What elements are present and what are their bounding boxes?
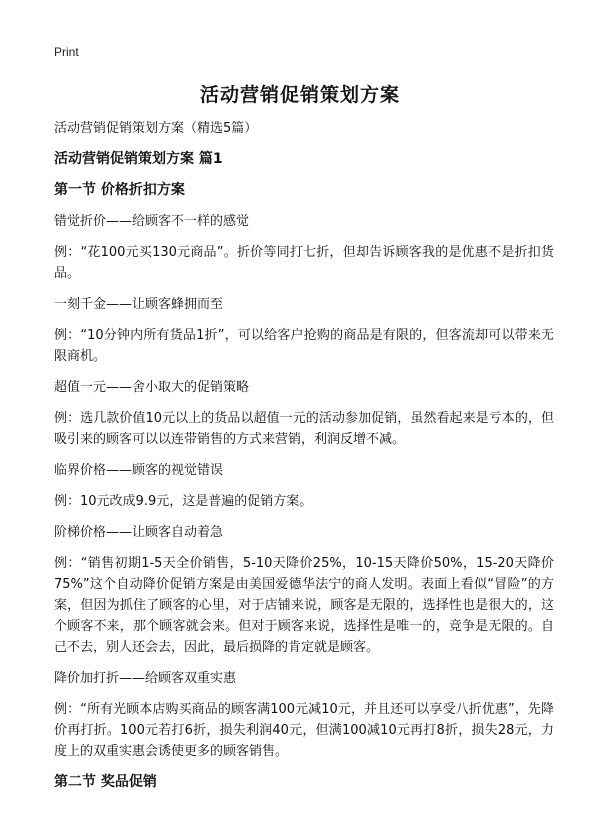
item6-title: 降价加打折——给顾客双重实惠 — [54, 671, 237, 686]
item5-example: 例：“销售初期1-5天全价销售，5-10天降价25%，10-15天降价50%，15-20天降价75%”这个自动降价促销方案是由美国爱德华法宁的商人发明。表面上看似“冒险”的方案，但因为抓住了顾客的心里，对于店铺来说，顾客是无限的，选择性也是很大的，这个顾客不来，那个顾客就会来。但对于顾客来说，选择性是唯一的，竞争是无限的。自己不去，别人还会去，因此，最后损降的肯定就是顾客。 — [54, 556, 554, 655]
item4-title: 临界价格——顾客的视觉错误 — [54, 463, 224, 478]
item3-title: 超值一元——舍小取大的促销策略 — [54, 380, 250, 395]
section-heading: 活动营销促销策划方案 篇1 — [54, 151, 223, 167]
item6-example: 例：“所有光顾本店购买商品的顾客满100元减10元，并且还可以享受八折优惠”，先降价再打折。100元若打6折，损失利润40元，但满100减10元再打8折，损失28元，力度上的双重实惠会诱使更多的顾客销售。 — [54, 702, 554, 759]
part1-heading: 第一节 价格折扣方案 — [54, 182, 185, 198]
item4-example: 例：10元改成9.9元，这是普遍的促销方案。 — [54, 494, 313, 509]
item5-title: 阶梯价格——让顾客自动着急 — [54, 525, 224, 540]
page-title: 活动营销促销策划方案 — [199, 84, 400, 106]
part2-heading: 第二节 奖品促销 — [54, 774, 157, 790]
intro-line: 活动营销促销策划方案（精选5篇） — [54, 121, 258, 136]
item3-example: 例：选几款价值10元以上的货品以超值一元的活动参加促销，虽然看起来是亏本的，但吸引来的顾客可以以连带销售的方式来营销，利润反增不减。 — [54, 411, 554, 447]
print-label[interactable]: Print — [54, 45, 79, 59]
item2-example: 例：“10分钟内所有货品1折”，可以给客户抢购的商品是有限的，但客流却可以带来无限商机。 — [54, 328, 554, 364]
item2-title: 一刻千金——让顾客蜂拥而至 — [54, 297, 224, 312]
document-body — [54, 118, 554, 803]
item1-title: 错觉折价——给顾客不一样的感觉 — [54, 214, 250, 229]
item1-example: 例：“花100元买130元商品”。折价等同打七折，但却告诉顾客我的是优惠不是折扣货品。 — [54, 245, 554, 281]
